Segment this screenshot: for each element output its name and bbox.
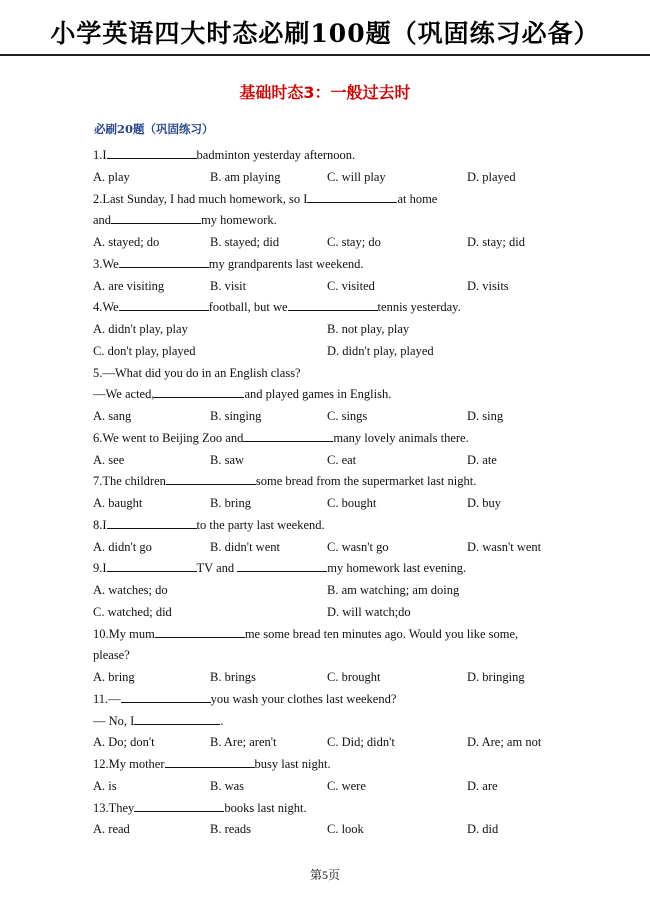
answer-blank	[107, 559, 197, 572]
answer-blank	[107, 516, 197, 529]
option-d: D. stay; did	[467, 235, 525, 249]
option-b: B. visit	[210, 279, 247, 293]
question-7-options	[93, 493, 610, 513]
question-5-continued: —We acted, and played games in English.	[93, 387, 392, 401]
answer-blank	[154, 385, 244, 398]
question-10-continued: please?	[93, 648, 130, 662]
header-divider	[0, 54, 650, 56]
option-c: C. wasn't go	[327, 540, 389, 554]
option-b: B. singing	[210, 409, 262, 423]
option-b: B. am watching; am doing	[327, 583, 460, 597]
option-d: D. buy	[467, 496, 502, 510]
option-d: D. are	[467, 779, 498, 793]
option-c: C. Did; didn't	[327, 735, 395, 749]
option-d: D. did	[467, 822, 499, 836]
answer-blank	[119, 255, 209, 268]
answer-blank	[111, 211, 201, 224]
option-a: A. sang	[93, 409, 132, 423]
option-d: D. visits	[467, 279, 509, 293]
question-13: 13.They books last night.	[93, 801, 307, 815]
answer-blank	[243, 429, 333, 442]
option-c: C. brought	[327, 670, 381, 684]
option-d: D. wasn't went	[467, 540, 542, 554]
option-a: A. didn't go	[93, 540, 152, 554]
question-6-options	[93, 450, 610, 470]
answer-blank	[237, 559, 327, 572]
option-b: B. bring	[210, 496, 251, 510]
option-a: A. read	[93, 822, 130, 836]
option-b: B. brings	[210, 670, 256, 684]
option-d: D. didn't play, played	[327, 344, 434, 358]
option-b: B. stayed; did	[210, 235, 280, 249]
answer-blank	[107, 146, 197, 159]
option-c: C. were	[327, 779, 366, 793]
answer-blank	[119, 298, 209, 311]
question-9-options-row2	[93, 602, 610, 622]
page-header-title: 小学英语四大时态必刷100题（巩固练习必备）	[50, 19, 600, 48]
option-d: D. sing	[467, 409, 504, 423]
option-b: B. Are; aren't	[210, 735, 277, 749]
option-c: C. stay; do	[327, 235, 381, 249]
option-a: A. bring	[93, 670, 135, 684]
question-11-options	[93, 732, 610, 752]
answer-blank	[134, 799, 224, 812]
option-b: B. saw	[210, 453, 245, 467]
answer-blank	[121, 690, 211, 703]
option-b: B. didn't went	[210, 540, 280, 554]
option-a: A. see	[93, 453, 125, 467]
answer-blank	[165, 755, 255, 768]
question-7: 7.The children some bread from the supermarket last night.	[93, 474, 477, 488]
question-1-options	[93, 167, 610, 187]
question-4-options-row2	[93, 341, 610, 361]
question-8-options	[93, 537, 610, 557]
option-c: C. eat	[327, 453, 357, 467]
question-2: 2.Last Sunday, I had much homework, so I at home	[93, 192, 438, 206]
question-1: 1.I badminton yesterday afternoon.	[93, 148, 356, 162]
option-a: A. is	[93, 779, 117, 793]
option-c: C. sings	[327, 409, 368, 423]
option-a: A. watches; do	[93, 583, 168, 597]
option-b: B. reads	[210, 822, 251, 836]
option-b: B. was	[210, 779, 245, 793]
option-a: A. Do; don't	[93, 735, 155, 749]
option-b: B. am playing	[210, 170, 281, 184]
section-label: 必刷20题（巩固练习）	[94, 122, 214, 136]
option-a: A. play	[93, 170, 130, 184]
option-b: B. not play, play	[327, 322, 410, 336]
option-d: D. Are; am not	[467, 735, 542, 749]
question-3-options	[93, 276, 610, 296]
option-c: C. watched; did	[93, 605, 172, 619]
answer-blank	[288, 298, 378, 311]
question-10-options	[93, 667, 610, 687]
option-c: C. will play	[327, 170, 386, 184]
question-2-options	[93, 232, 610, 252]
answer-blank	[307, 190, 397, 203]
option-a: A. baught	[93, 496, 143, 510]
question-6: 6.We went to Beijing Zoo and many lovely animals there.	[93, 431, 469, 445]
question-4: 4.We football, but we tennis yesterday.	[93, 300, 461, 314]
option-a: A. stayed; do	[93, 235, 160, 249]
question-5-options	[93, 406, 610, 426]
option-c: C. visited	[327, 279, 375, 293]
question-12: 12.My mother busy last night.	[93, 757, 331, 771]
question-2-continued: and my homework.	[93, 213, 277, 227]
option-a: A. are visiting	[93, 279, 165, 293]
question-8: 8.I to the party last weekend.	[93, 518, 325, 532]
answer-blank	[155, 625, 245, 638]
question-3: 3.We my grandparents last weekend.	[93, 257, 364, 271]
page-number: 第5页	[309, 868, 340, 882]
question-12-options	[93, 776, 610, 796]
question-11-continued: — No, I .	[93, 714, 224, 728]
option-c: C. look	[327, 822, 364, 836]
option-d: D. will watch;do	[327, 605, 411, 619]
question-5: 5.—What did you do in an English class?	[93, 366, 301, 380]
question-13-options	[93, 819, 610, 839]
question-9: 9.I TV and my homework last evening.	[93, 561, 467, 575]
question-10: 10.My mum me some bread ten minutes ago. Would you like some,	[93, 627, 519, 641]
option-d: D. bringing	[467, 670, 525, 684]
question-9-options-row1	[93, 580, 610, 600]
option-c: C. don't play, played	[93, 344, 196, 358]
question-11: 11.— you wash your clothes last weekend?	[93, 692, 397, 706]
answer-blank	[166, 472, 256, 485]
question-4-options-row1	[93, 319, 610, 339]
lesson-title: 基础时态3：一般过去时	[239, 83, 411, 102]
option-c: C. bought	[327, 496, 377, 510]
option-d: D. ate	[467, 453, 497, 467]
answer-blank	[134, 712, 220, 725]
option-a: A. didn't play, play	[93, 322, 188, 336]
option-d: D. played	[467, 170, 516, 184]
